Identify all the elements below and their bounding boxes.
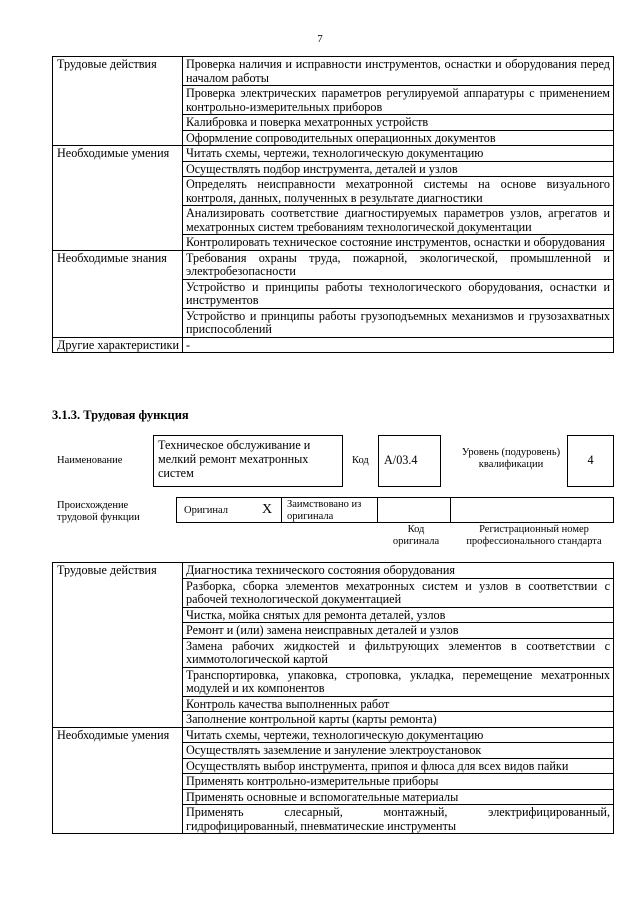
origin-label: Происхождение трудовой функции [57,500,140,523]
row-item-text: Применять слесарный, монтажный, электрифицированный, гидрофицированный, пневматические инструменты [183,805,614,834]
row-item-text: Анализировать соответствие диагностируемых параметров узлов, агрегатов и мехатронных систем требованиям технологической документации [183,206,614,235]
row-item-text: - [183,337,614,353]
row-item-text: Проверка электрических параметров регулируемой аппаратуры с применением контрольно-измерительных приборов [183,86,614,115]
original-label: Оригинал [184,505,228,516]
row-item-text: Разборка, сборка элементов мехатронных систем и узлов в соответствии с рабочей технологической документацией [183,578,614,607]
row-item-text: Применять основные и вспомогательные материалы [183,789,614,805]
work-function-table-1 [52,56,614,353]
code-label: Код [352,455,369,466]
row-item-text: Заполнение контрольной карты (карты ремонта) [183,712,614,728]
row-item-text: Контроль качества выполненных работ [183,696,614,712]
table-row [53,57,614,86]
row-item-text: Транспортировка, упаковка, строповка, укладка, перемещение мехатронных модулей и их компонентов [183,667,614,696]
row-item-text: Читать схемы, чертежи, технологическую документацию [183,727,614,743]
borrowed-label: Заимствовано из оригинала [287,499,362,522]
code-divider [450,497,451,523]
row-item-text: Требования охраны труда, пожарной, экологической, промышленной и электробезопасности [183,250,614,279]
borrowed-divider [377,497,378,523]
section-title: 3.1.3. Трудовая функция [52,408,189,422]
level-label: Уровень (подуровень) квалификации [461,447,561,470]
row-item-text: Осуществлять выбор инструмента, припоя и флюса для всех видов пайки [183,758,614,774]
row-item-text: Ремонт и (или) замена неисправных деталей и узлов [183,623,614,639]
row-item-text: Диагностика технического состояния оборудования [183,563,614,579]
row-item-text: Оформление сопроводительных операционных документов [183,130,614,146]
table-row [53,563,614,579]
table-row [53,250,614,279]
row-item-text: Замена рабочих жидкостей и фильтрующих элементов в соответствии с химмотологической картой [183,638,614,667]
name-label: Наименование [57,455,123,466]
work-function-table-2 [52,562,614,834]
page-number: 7 [317,33,323,45]
row-item-text: Устройство и принципы работы грузоподъемных механизмов и грузозахватных приспособлений [183,308,614,337]
row-item-text: Устройство и принципы работы технологического оборудования, оснастки и инструментов [183,279,614,308]
code-value: A/03.4 [384,453,418,467]
name-value: Техническое обслуживание и мелкий ремонт мехатронных систем [158,438,311,480]
row-item-text: Контролировать техническое состояние инструментов, оснастки и оборудования [183,235,614,251]
row-group-label: Трудовые действия [53,57,183,146]
row-item-text: Калибровка и поверка мехатронных устройств [183,115,614,131]
original-mark: X [262,502,273,517]
code-original-caption: Код оригинала [392,524,440,547]
row-group-label: Трудовые действия [53,563,183,728]
row-item-text: Осуществлять заземление и зануление электроустановок [183,743,614,759]
row-item-text: Осуществлять подбор инструмента, деталей и узлов [183,161,614,177]
row-item-text: Применять контрольно-измерительные приборы [183,774,614,790]
table-row [53,727,614,743]
level-value: 4 [587,453,594,467]
reg-number-caption: Регистрационный номер профессионального стандарта [466,524,602,547]
origin-boxes [176,497,614,523]
row-item-text: Чистка, мойка снятых для ремонта деталей, узлов [183,607,614,623]
row-group-label: Другие характеристики [53,337,183,353]
row-item-text: Читать схемы, чертежи, технологическую документацию [183,146,614,162]
table-row [53,146,614,162]
original-mark-divider [281,497,282,523]
row-item-text: Проверка наличия и исправности инструментов, оснастки и оборудования перед началом работы [183,57,614,86]
row-group-label: Необходимые знания [53,250,183,337]
row-group-label: Необходимые умения [53,727,183,834]
row-item-text: Определять неисправности мехатронной системы на основе визуального контроля, данных, полученных в результате диагностики [183,177,614,206]
table-row [53,337,614,353]
row-group-label: Необходимые умения [53,146,183,251]
